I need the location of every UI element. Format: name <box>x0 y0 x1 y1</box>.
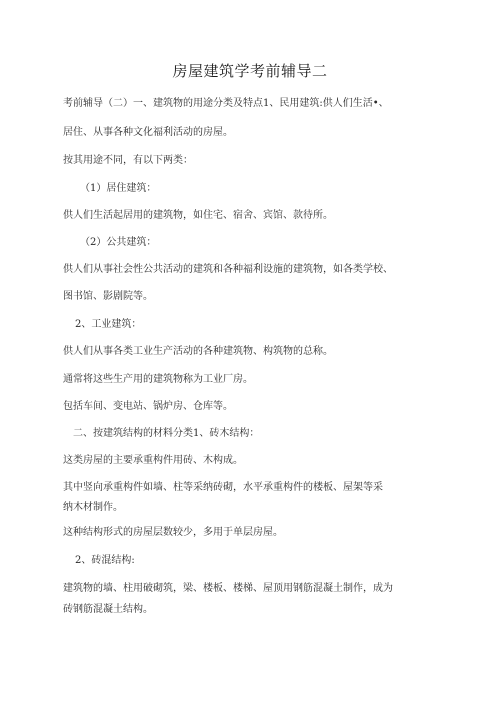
subheading-brick-concrete: 2、砖混结构: <box>75 555 135 566</box>
paragraph-line: 考前辅导（二）一、建筑物的用途分类及特点1、民用建筑:供人们生活•、 <box>63 98 389 109</box>
paragraph-line: 其中竖向承重构件如墙、柱等采纳砖砌，水平承重构件的楼板、屋架等采 <box>63 482 383 493</box>
paragraph-line: 砖钢筋混凝土结构。 <box>63 604 153 615</box>
subheading-residential: （1）居住建筑： <box>80 183 157 194</box>
paragraph-line: 这类房屋的主要承重构件用砖、木构成。 <box>63 455 243 466</box>
paragraph-line: 这种结构形式的房屋层数较少，多用于单层房屋。 <box>63 527 283 538</box>
paragraph-line: 居住、从事各种文化福利活动的房屋。 <box>63 127 233 138</box>
document-title: 房屋建筑学考前辅导二 <box>172 62 328 80</box>
paragraph-line: 通常将这些生产用的建筑物称为工业厂房。 <box>63 374 253 385</box>
paragraph-line: 建筑物的墙、柱用破砌筑，梁、楼板、楼梯、屋顶用钢筋混凝土制作，成为 <box>63 583 393 594</box>
section-heading-material: 二、按建筑结构的材料分类1、砖木结构： <box>73 428 260 439</box>
paragraph-line: 供人们从事社会性公共活动的建筑和各种福利设施的建筑物，如各类学校、 <box>63 264 393 275</box>
paragraph-line: 纳木材制作。 <box>63 502 123 513</box>
paragraph-line: 供人们从事各类工业生产活动的各种建筑物、构筑物的总称。 <box>63 346 333 357</box>
paragraph-line: 图书馆、影剧院等。 <box>63 291 153 302</box>
subheading-public: （2）公共建筑： <box>80 237 157 248</box>
paragraph-line: 包括车间、变电站、锅炉房、仓库等。 <box>63 401 233 412</box>
subheading-industrial: 2、工业建筑： <box>75 319 142 330</box>
paragraph-line: 供人们生活起居用的建筑物，如住宅、宿舍、宾馆、款待所。 <box>63 210 333 221</box>
paragraph-line: 按其用途不同，有以下两类： <box>63 155 193 166</box>
